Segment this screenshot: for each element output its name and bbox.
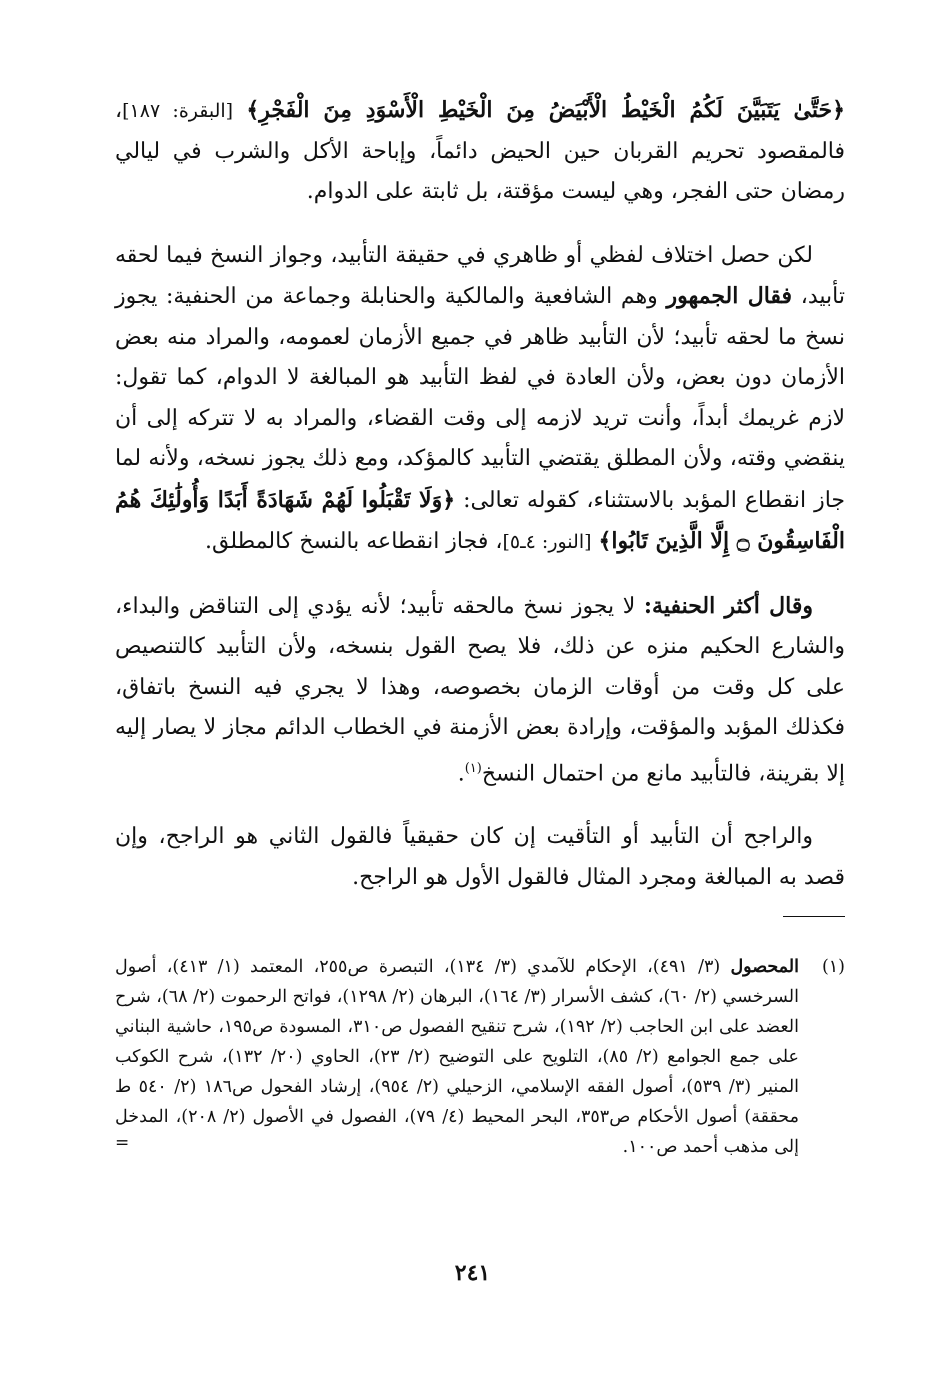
footnote-divider [783, 916, 845, 917]
footnote [115, 952, 845, 1162]
footnote-text [115, 952, 799, 1162]
quran-verse: ﴿حَتَّىٰ يَتَبَيَّنَ لَكُمُ الْخَيْطُ الْأَبْيَضُ مِنَ الْخَيْطِ الْأَسْوَدِ مِنَ الْفَجْرِ﴾ [246, 97, 845, 123]
footnote-number: (١) [821, 957, 845, 977]
verse-reference: [البقرة: ١٨٧] [122, 100, 234, 122]
bold-lead: وقال أكثر الحنفية: [643, 592, 813, 619]
paragraph-2 [115, 236, 845, 563]
paragraph-4 [115, 817, 845, 898]
paragraph-text: لكن حصل اختلاف لفظي أو ظاهري في حقيقة التأبيد، وجواز النسخ فيما لحقه تأبيد، [115, 242, 845, 309]
footnote-marker[interactable]: (١) [464, 760, 482, 776]
paragraph-1 [115, 90, 845, 213]
page-number: ٢٤١ [454, 1260, 491, 1286]
continuation-mark: = [115, 1133, 130, 1153]
paragraph-text: وهم الشافعية والمالكية والحنابلة وجماعة من الحنفية: يجوز نسخ ما لحقه تأبيد؛ لأن التأبيد ظاهر في جميع الأزمان لعمومه، والمراد منه بعض الأزمان دون بعض، ولأن العادة في لفظ التأبيد هو المبالغة لا الدوام، كما تقول: لازم غريمك أبداً، وأنت تريد لازمه إلى وقت القضاء، والمراد به لا تتركه إلى أن ينقضي وقته، ولأن المطلق يقتضي التأبيد كالمؤكد، ومع ذلك يجوز نسخه، ولأنه لما جاز انقطاع المؤبد بالاستثناء، كقوله تعالى: [115, 284, 845, 513]
main-text [115, 90, 845, 1157]
footnote-bold: المحصول [730, 957, 799, 977]
paragraph-3 [115, 586, 845, 795]
paragraph-text: والراجح أن التأبيد أو التأقيت إن كان حقيقياً فالقول الثاني هو الراجح، وإن قصد به المبالغة ومجرد المثال فالقول الأول هو الراجح. [115, 824, 845, 890]
footnote-body: (٣/ ٤٩١)، الإحكام للآمدي (٣/ ١٣٤)، التبصرة ص٢٥٥، المعتمد (١/ ٤١٣)، أصول السرخسي (٢/ ٦٠)، كشف الأسرار (٣/ ١٦٤)، البرهان (٢/ ١٢٩٨)، فواتح الرحموت (٢/ ٦٨)، شرح العضد على ابن الحاجب (٢/ ١٩٢)، شرح تنقيح الفصول ص٣١٠، المسودة ص١٩٥، حاشية البناني على جمع الجوامع (٢/ ٨٥)، التلويح على التوضيح (٢/ ٢٣)، الحاوي (٢٠/ ١٣٢)، شرح الكوكب المنير (٣/ ٥٣٩)، أصول الفقه الإسلامي، الزحيلي (٢/ ٩٥٤)، إرشاد الفحول ص١٨٦ (٢/ ٥٤٠ ط محققة) أصول الأحكام ص٣٥٣، البحر المحيط (٤/ ٧٩)، الفصول في الأصول (٢/ ٢٠٨)، المدخل إلى مذهب أحمد ص١٠٠. [115, 957, 800, 1157]
paragraph-end: . [457, 760, 465, 786]
paragraph-text: لا يجوز نسخ مالحقه تأبيد؛ لأنه يؤدي إلى التناقض والبداء، والشارع الحكيم منزه عن ذلك، فلا يصح القول بنسخه، ولأن التأبيد كالتنصيص على كل وقت من أوقات الزمان بخصوصه، وهذا لا يجري فيه النسخ باتفاق، فكذلك المؤبد والمؤقت، وإرادة بعض الأزمنة في الخطاب الدائم مجاز لا يصار إليه إلا بقرينة، فالتأبيد مانع من احتمال النسخ [115, 593, 845, 786]
verse-reference: [النور: ٤ـ٥] [502, 531, 592, 553]
quran-verse: ﴿وَلَا تَقْبَلُوا لَهُمْ شَهَادَةً أَبَدًا وَأُولَٰئِكَ هُمُ الْفَاسِقُونَ ۝ إِلَّا الَّذِينَ تَابُوا﴾ [115, 486, 845, 554]
paragraph-text: ، فالمقصود تحريم القربان حين الحيض دائماً، وإباحة الأكل والشرب في ليالي رمضان حتى الفجر، وهي ليست مؤقتة، بل ثابتة على الدوام. [115, 98, 845, 204]
paragraph-text: ، فجاز انقطاعه بالنسخ كالمطلق. [205, 529, 503, 554]
bold-lead: فقال الجمهور [666, 283, 793, 309]
